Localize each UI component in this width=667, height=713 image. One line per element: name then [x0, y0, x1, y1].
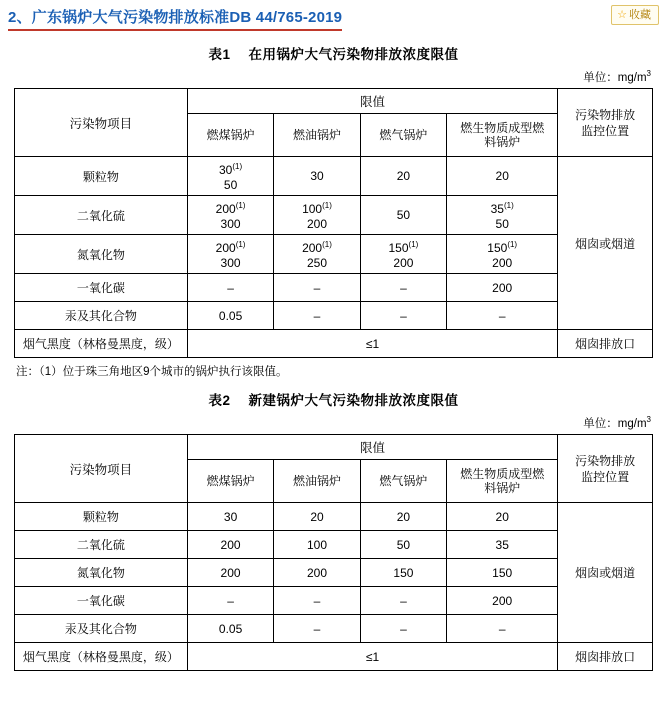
th-sub-coal: 燃煤锅炉	[187, 460, 273, 503]
row-item: 二氧化硫	[15, 196, 188, 235]
favorite-label: 收藏	[629, 9, 651, 21]
table1-caption-text: 在用锅炉大气污染物排放浓度限值	[248, 47, 459, 62]
cell-gas: 50	[360, 196, 446, 235]
cell-biomass: 150$^{(1)}$ 200	[447, 235, 558, 274]
table-row	[15, 274, 653, 302]
cell-position: 烟囱或烟道	[558, 157, 653, 330]
table-header-row	[15, 435, 653, 460]
row-item: 颗粒物	[15, 503, 188, 531]
cell-oil: 200	[274, 559, 360, 587]
cell-coal: 200$^{(1)}$ 300	[187, 235, 273, 274]
table-row	[15, 559, 653, 587]
row-item: 一氧化碳	[15, 587, 188, 615]
cell-biomass: 200	[447, 274, 558, 302]
table-row-blackness	[15, 643, 653, 671]
table1-note: 注：（1）位于珠三角地区9个城市的锅炉执行该限值。	[16, 366, 288, 378]
table-row	[15, 235, 653, 274]
cell-position-last: 烟囱排放口	[558, 330, 653, 358]
cell-gas: –	[360, 302, 446, 330]
cell-oil: 30	[274, 157, 360, 196]
row-item: 烟气黑度（林格曼黑度，级）	[15, 643, 188, 671]
th-sub-biomass: 燃生物质成型燃 料锅炉	[447, 114, 558, 157]
row-item: 一氧化碳	[15, 274, 188, 302]
cell-biomass: 20	[447, 503, 558, 531]
cell-gas: –	[360, 274, 446, 302]
star-icon: ☆	[617, 9, 627, 21]
table-row	[15, 503, 653, 531]
cell-blackness-value: ≤1	[187, 643, 557, 671]
row-item: 二氧化硫	[15, 531, 188, 559]
table1-unit-sup: 3	[646, 69, 651, 79]
table2-caption-number: 表2	[208, 393, 231, 408]
table1-caption	[14, 43, 653, 63]
th-position: 污染物排放 监控位置	[558, 89, 653, 157]
table2-unit-sup: 3	[646, 415, 651, 425]
cell-biomass: 20	[447, 157, 558, 196]
table1-unit-label: 单位：	[583, 72, 618, 84]
table2-unit-label: 单位：	[583, 418, 618, 430]
cell-oil: 200$^{(1)}$ 250	[274, 235, 360, 274]
cell-oil: –	[274, 274, 360, 302]
th-item: 污染物项目	[15, 89, 188, 157]
cell-gas: 150	[360, 559, 446, 587]
cell-coal: 0.05	[187, 615, 273, 643]
row-item: 氮氧化物	[15, 559, 188, 587]
table1-caption-number: 表1	[208, 47, 231, 62]
table-row	[15, 531, 653, 559]
cell-gas: –	[360, 587, 446, 615]
cell-coal: 30	[187, 503, 273, 531]
cell-oil: –	[274, 615, 360, 643]
cell-gas: 50	[360, 531, 446, 559]
cell-biomass: 35$^{(1)}$ 50	[447, 196, 558, 235]
cell-gas: 150$^{(1)}$ 200	[360, 235, 446, 274]
table-row	[15, 157, 653, 196]
row-item: 汞及其化合物	[15, 302, 188, 330]
th-sub-gas: 燃气锅炉	[360, 114, 446, 157]
table2-block	[0, 389, 667, 671]
th-sub-oil: 燃油锅炉	[274, 460, 360, 503]
cell-coal: 200	[187, 559, 273, 587]
row-item: 氮氧化物	[15, 235, 188, 274]
table2-caption	[14, 389, 653, 409]
table-header-row	[15, 89, 653, 114]
cell-blackness-value: ≤1	[187, 330, 557, 358]
cell-oil: 100	[274, 531, 360, 559]
cell-oil: 100$^{(1)}$ 200	[274, 196, 360, 235]
table2-unit	[14, 415, 653, 431]
table-row-blackness	[15, 330, 653, 358]
th-sub-oil: 燃油锅炉	[274, 114, 360, 157]
th-item: 污染物项目	[15, 435, 188, 503]
th-limit: 限值	[187, 435, 557, 460]
cell-position-last: 烟囱排放口	[558, 643, 653, 671]
document-header	[0, 0, 667, 33]
cell-biomass: 200	[447, 587, 558, 615]
cell-gas: 20	[360, 157, 446, 196]
table1-block	[0, 43, 667, 379]
table1	[14, 88, 653, 358]
th-limit: 限值	[187, 89, 557, 114]
row-item: 汞及其化合物	[15, 615, 188, 643]
row-item: 颗粒物	[15, 157, 188, 196]
table2-unit-value: mg/m	[617, 418, 647, 430]
th-sub-biomass: 燃生物质成型燃 料锅炉	[447, 460, 558, 503]
table1-unit	[14, 69, 653, 85]
cell-coal: –	[187, 587, 273, 615]
row-item: 烟气黑度（林格曼黑度，级）	[15, 330, 188, 358]
cell-coal: 200$^{(1)}$ 300	[187, 196, 273, 235]
cell-position: 烟囱或烟道	[558, 503, 653, 643]
cell-biomass: 150	[447, 559, 558, 587]
cell-oil: –	[274, 302, 360, 330]
cell-gas: 20	[360, 503, 446, 531]
cell-oil: 20	[274, 503, 360, 531]
table1-unit-value: mg/m	[617, 72, 647, 84]
table2-caption-text: 新建锅炉大气污染物排放浓度限值	[248, 393, 459, 408]
table-row	[15, 615, 653, 643]
cell-coal: 0.05	[187, 302, 273, 330]
th-sub-gas: 燃气锅炉	[360, 460, 446, 503]
page-title: 2、广东锅炉大气污染物排放标准DB 44/765-2019	[8, 6, 342, 31]
th-sub-coal: 燃煤锅炉	[187, 114, 273, 157]
table-row	[15, 196, 653, 235]
cell-gas: –	[360, 615, 446, 643]
cell-oil: –	[274, 587, 360, 615]
table-row	[15, 302, 653, 330]
cell-coal: 30$^{(1)}$ 50	[187, 157, 273, 196]
cell-biomass: 35	[447, 531, 558, 559]
table-row	[15, 587, 653, 615]
cell-coal: –	[187, 274, 273, 302]
cell-biomass: –	[447, 302, 558, 330]
cell-biomass: –	[447, 615, 558, 643]
table2	[14, 434, 653, 671]
favorite-button[interactable]	[611, 5, 659, 25]
cell-coal: 200	[187, 531, 273, 559]
th-position: 污染物排放 监控位置	[558, 435, 653, 503]
